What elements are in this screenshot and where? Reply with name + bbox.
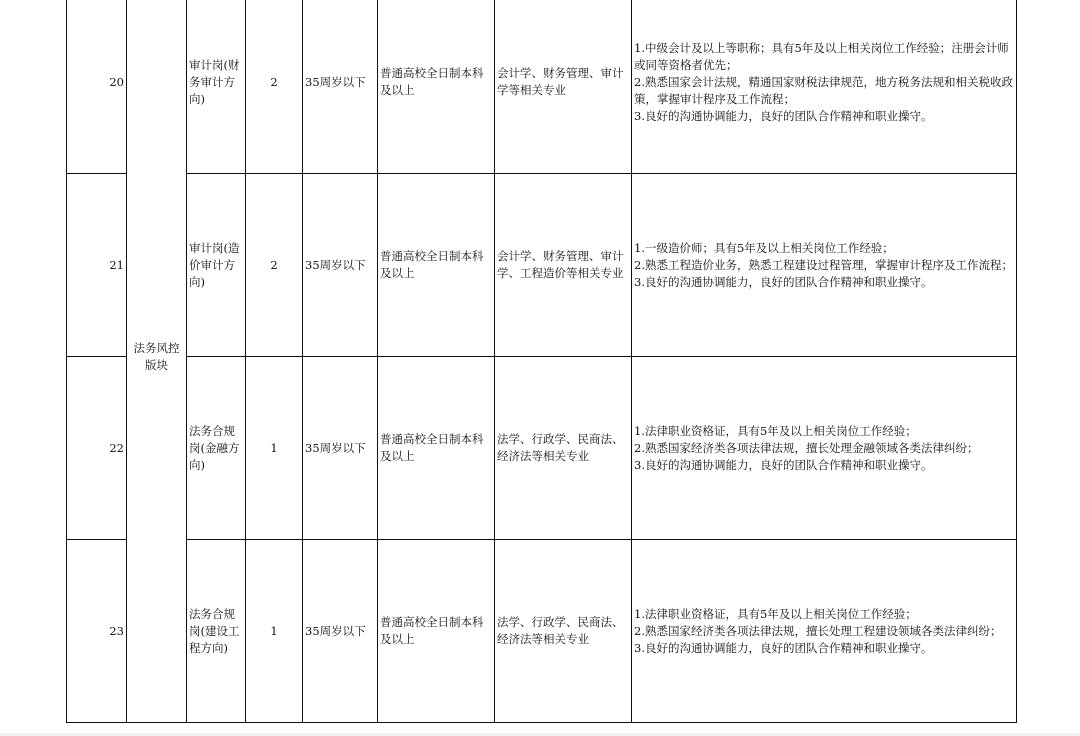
job-requirements: [632, 174, 1017, 357]
education-requirement: 普通高校全日制本科及以上: [378, 540, 495, 723]
table-row: [67, 357, 1017, 540]
post-name: 法务合规岗(金融方向): [187, 357, 246, 540]
education-requirement: 普通高校全日制本科及以上: [378, 357, 495, 540]
requirement-line: 1.法律职业资格证，具有5年及以上相关岗位工作经验；: [634, 423, 917, 438]
age-requirement: 35周岁以下: [303, 174, 378, 357]
job-requirements: [632, 540, 1017, 723]
major-requirement: 法学、行政学、民商法、经济法等相关专业: [495, 357, 632, 540]
requirement-line: 2.熟悉国家会计法规，精通国家财税法律规范，地方税务法规和相关税收政策，掌握审计程序及工作流程；: [634, 74, 1013, 106]
post-name: 审计岗(造价审计方向): [187, 174, 246, 357]
recruitment-table: [66, 0, 1017, 723]
row-number: 21: [67, 174, 127, 357]
requirement-line: 3.良好的沟通协调能力，良好的团队合作精神和职业操守。: [634, 640, 933, 655]
table-row: [67, 0, 1017, 174]
headcount: 1: [246, 540, 303, 723]
requirement-line: 3.良好的沟通协调能力，良好的团队合作精神和职业操守。: [634, 274, 933, 289]
requirement-line: 2.熟悉工程造价业务，熟悉工程建设过程管理，掌握审计程序及工作流程；: [634, 257, 1013, 272]
row-number: 23: [67, 540, 127, 723]
major-requirement: 会计学、财务管理、审计学、工程造价等相关专业: [495, 174, 632, 357]
requirement-line: 1.一级造价师；具有5年及以上相关岗位工作经验；: [634, 240, 894, 255]
job-requirements: [632, 357, 1017, 540]
headcount: 2: [246, 174, 303, 357]
job-requirements: [632, 0, 1017, 174]
requirement-line: 2.熟悉国家经济类各项法律法规，擅长处理工程建设领域各类法律纠纷；: [634, 623, 1002, 638]
table-row: [67, 540, 1017, 723]
requirement-line: 2.熟悉国家经济类各项法律法规，擅长处理金融领域各类法律纠纷；: [634, 440, 979, 455]
requirement-line: 3.良好的沟通协调能力，良好的团队合作精神和职业操守。: [634, 457, 933, 472]
requirement-line: 3.良好的沟通协调能力，良好的团队合作精神和职业操守。: [634, 108, 933, 123]
requirement-line: 1.法律职业资格证，具有5年及以上相关岗位工作经验；: [634, 606, 917, 621]
headcount: 1: [246, 357, 303, 540]
education-requirement: 普通高校全日制本科及以上: [378, 0, 495, 174]
segment-cell: 法务风控版块: [127, 0, 187, 723]
row-number: 20: [67, 0, 127, 174]
requirement-line: 1.中级会计及以上等职称；具有5年及以上相关岗位工作经验；注册会计师或同等资格者优先；: [634, 40, 1009, 72]
education-requirement: 普通高校全日制本科及以上: [378, 174, 495, 357]
major-requirement: 会计学、财务管理、审计学等相关专业: [495, 0, 632, 174]
age-requirement: 35周岁以下: [303, 540, 378, 723]
age-requirement: 35周岁以下: [303, 357, 378, 540]
headcount: 2: [246, 0, 303, 174]
post-name: 法务合规岗(建设工程方向): [187, 540, 246, 723]
row-number: 22: [67, 357, 127, 540]
major-requirement: 法学、行政学、民商法、经济法等相关专业: [495, 540, 632, 723]
post-name: 审计岗(财务审计方向): [187, 0, 246, 174]
table-row: [67, 174, 1017, 357]
age-requirement: 35周岁以下: [303, 0, 378, 174]
